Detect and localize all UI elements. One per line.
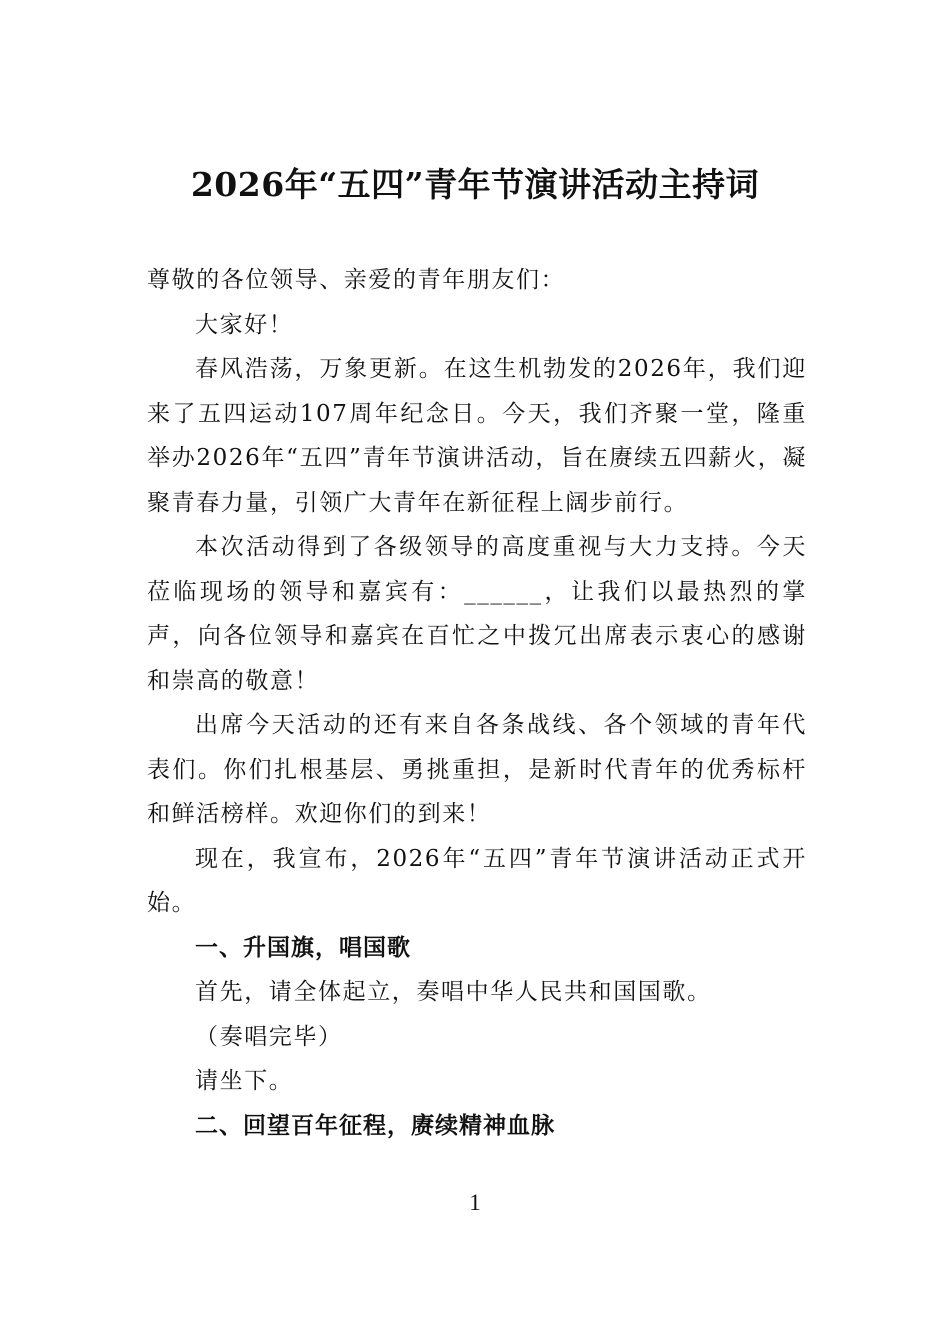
anthem-note: （奏唱完毕） — [195, 1023, 343, 1050]
greeting-paragraph: 大家好！ — [195, 311, 294, 338]
document-body — [147, 258, 807, 1148]
guests-paragraph: 本次活动得到了各级领导的高度重视与大力支持。今天莅临现场的领导和嘉宾有：______，让我们以最热烈的掌声，向各位领导和嘉宾在百忙之中拨冗出席表示衷心的感谢和崇高的敬意！ — [147, 534, 807, 694]
section-heading-2: 二、回望百年征程，赓续精神血脉 — [195, 1112, 555, 1139]
sit-down-instruction: 请坐下。 — [195, 1068, 294, 1094]
section-heading-1: 一、升国旗，唱国歌 — [195, 934, 411, 961]
salutation: 尊敬的各位领导、亲爱的青年朋友们： — [147, 267, 566, 293]
page-number: 1 — [469, 1190, 481, 1215]
announcement-paragraph: 现在，我宣布，2026年“五四”青年节演讲活动正式开始。 — [147, 845, 807, 916]
anthem-instruction: 首先，请全体起立，奏唱中华人民共和国国歌。 — [195, 979, 712, 1005]
youth-representatives-paragraph: 出席今天活动的还有来自各条战线、各个领域的青年代表们。你们扎根基层、勇挑重担，是新时代青年的优秀标杆和鲜活榜样。欢迎你们的到来！ — [147, 712, 807, 827]
opening-paragraph: 春风浩荡，万象更新。在这生机勃发的2026年，我们迎来了五四运动107周年纪念日。今天，我们齐聚一堂，隆重举办2026年“五四”青年节演讲活动，旨在赓续五四薪火，凝聚青春力量，引领广大青年在新征程上阔步前行。 — [147, 356, 807, 516]
document-title: 2026年“五四”青年节演讲活动主持词 — [190, 165, 760, 204]
